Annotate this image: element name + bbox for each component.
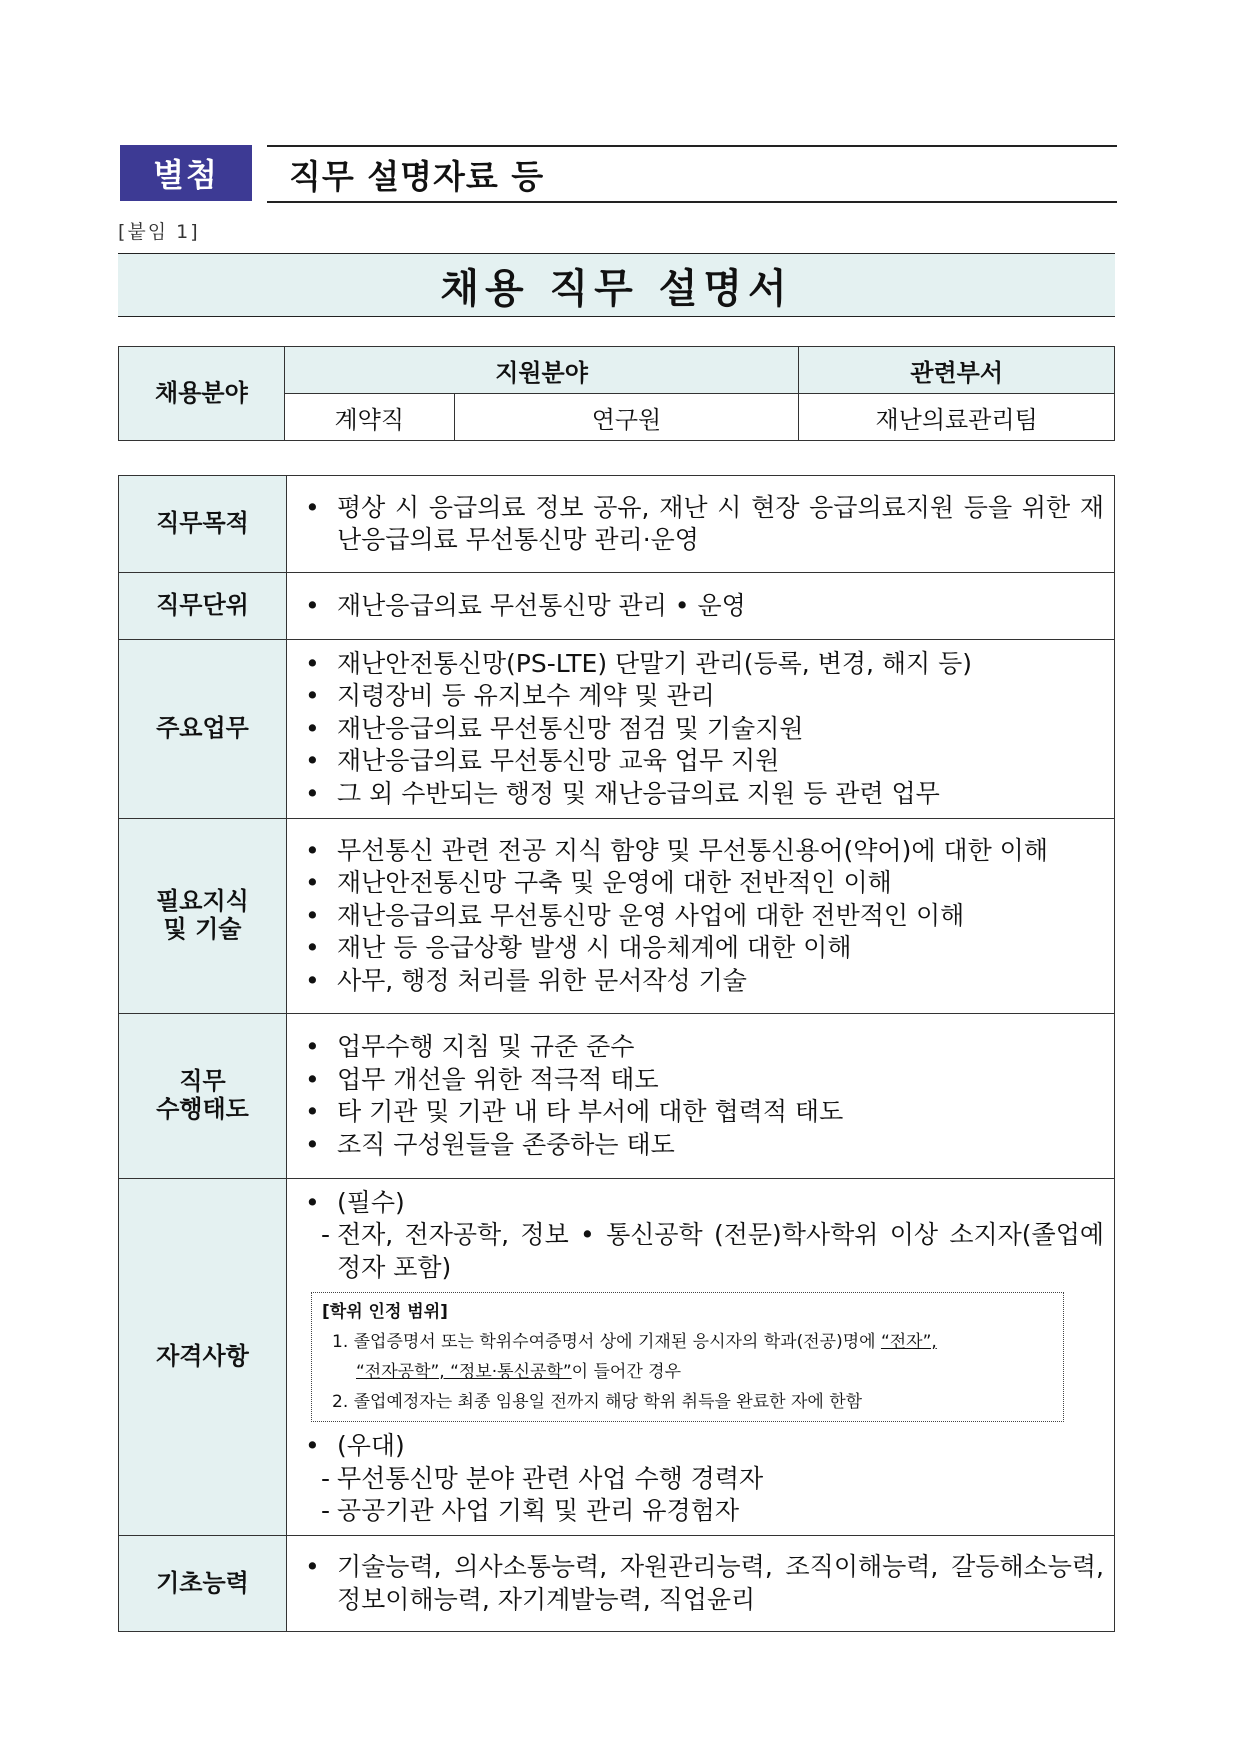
list-item: • 재난 등 응급상황 발생 시 대응체계에 대한 이해	[299, 932, 1104, 965]
list-item: • 무선통신 관련 전공 지식 함양 및 무선통신용어(약어)에 대한 이해	[299, 835, 1104, 868]
qualification-label: 자격사항	[119, 1179, 287, 1536]
basic-ability-label: 기초능력	[119, 1536, 287, 1632]
required-heading: • (필수)	[299, 1187, 1104, 1220]
list-item: • 그 외 수반되는 행정 및 재난응급의료 지원 등 관련 업무	[299, 778, 1104, 811]
list-item: • 지령장비 등 유지보수 계약 및 관리	[299, 680, 1104, 713]
knowledge-label: 필요지식 및 기술	[119, 819, 287, 1014]
attachment-label: [붙임 1]	[118, 221, 200, 243]
attitude-label: 직무 수행태도	[119, 1014, 287, 1179]
appendix-badge: 별첨	[120, 145, 252, 201]
recruit-field-label: 채용분야	[119, 347, 285, 441]
list-item: • 재난응급의료 무선통신망 점검 및 기술지원	[299, 713, 1104, 746]
knowledge-row	[119, 819, 1115, 1014]
related-dept-header: 관련부서	[799, 347, 1115, 394]
preferred-heading: • (우대)	[299, 1430, 1104, 1463]
list-item: • 재난안전통신망(PS-LTE) 단말기 관리(등록, 변경, 해지 등)	[299, 648, 1104, 681]
employment-type-cell: 계약직	[284, 394, 454, 441]
list-item: • 재난응급의료 무선통신망 운영 사업에 대한 전반적인 이해	[299, 900, 1104, 933]
list-item: • 기술능력, 의사소통능력, 자원관리능력, 조직이해능력, 갈등해소능력, 정보이해능력, 자기계발능력, 직업윤리	[299, 1551, 1104, 1616]
support-field-header: 지원분야	[284, 347, 798, 394]
list-item: • 평상 시 응급의료 정보 공유, 재난 시 현장 응급의료지원 등을 위한 재난응급의료 무선통신망 관리·운영	[299, 492, 1104, 557]
list-item: • 조직 구성원들을 존중하는 태도	[299, 1129, 1104, 1162]
purpose-row	[119, 476, 1115, 573]
note-item-1: 1. 졸업증명서 또는 학위수여증명서 상에 기재된 응시자의 학과(전공)명에 “전자”, “전자공학”, “정보·통신공학”이 들어간 경우	[332, 1332, 937, 1382]
unit-row	[119, 573, 1115, 640]
main-tasks-label: 주요업무	[119, 640, 287, 819]
support-field-cell: 연구원	[454, 394, 799, 441]
list-item: • 재난응급의료 무선통신망 관리 • 운영	[299, 590, 1104, 623]
list-item: • 재난안전통신망 구축 및 운영에 대한 전반적인 이해	[299, 867, 1104, 900]
degree-note-box	[311, 1292, 1064, 1422]
list-item: • 업무 개선을 위한 적극적 태도	[299, 1064, 1104, 1097]
related-dept-cell: 재난의료관리팀	[799, 394, 1115, 441]
qualification-row	[119, 1179, 1115, 1536]
list-item: • 타 기관 및 기관 내 타 부서에 대한 협력적 태도	[299, 1096, 1104, 1129]
preferred-item: - 공공기관 사업 기획 및 관리 유경험자	[299, 1495, 1104, 1528]
note-title: [학위 인정 범위]	[322, 1302, 448, 1322]
recruitment-table	[118, 346, 1115, 441]
note-item-2: 2. 졸업예정자는 최종 임용일 전까지 해당 학위 취득을 완료한 자에 한함	[332, 1392, 863, 1412]
list-item: • 사무, 행정 처리를 위한 문서작성 기술	[299, 965, 1104, 998]
attitude-row	[119, 1014, 1115, 1179]
job-description-table	[118, 475, 1115, 1632]
list-item: • 재난응급의료 무선통신망 교육 업무 지원	[299, 745, 1104, 778]
list-item: • 업무수행 지침 및 규준 준수	[299, 1031, 1104, 1064]
purpose-label: 직무목적	[119, 476, 287, 573]
document-title: 채용 직무 설명서	[118, 253, 1115, 317]
unit-label: 직무단위	[119, 573, 287, 640]
required-item: - 전자, 전자공학, 정보 • 통신공학 (전문)학사학위 이상 소지자(졸업예정자 포함)	[299, 1219, 1104, 1284]
basic-ability-row	[119, 1536, 1115, 1632]
section-title: 직무 설명자료 등	[267, 145, 1117, 203]
main-tasks-row	[119, 640, 1115, 819]
section-header	[120, 145, 1117, 203]
preferred-item: - 무선통신망 분야 관련 사업 수행 경력자	[299, 1463, 1104, 1496]
